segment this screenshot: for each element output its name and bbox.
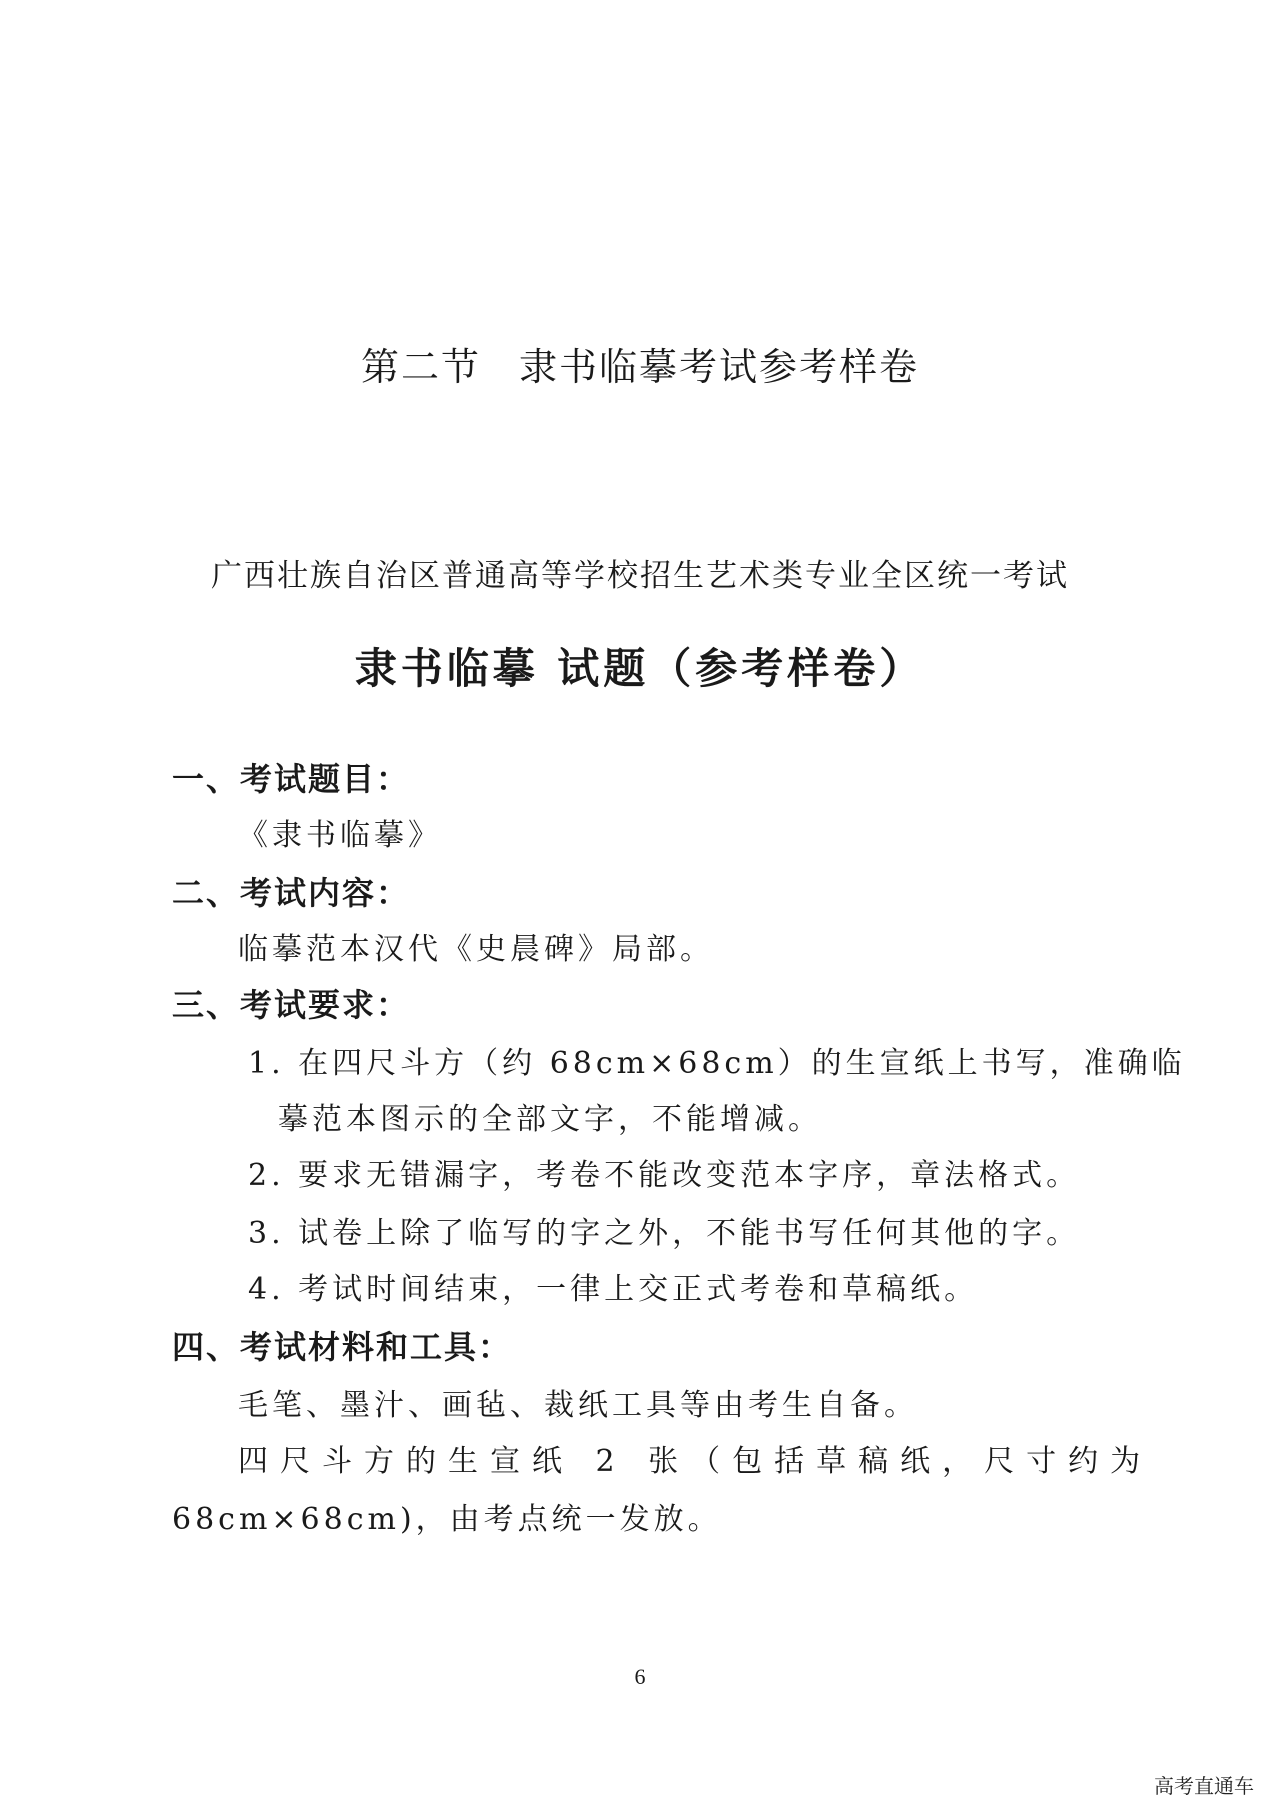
exam-content-text: 临摹范本汉代《史晨碑》局部。 bbox=[238, 932, 714, 967]
requirement-1-line-1: 1. 在四尺斗方（约 68cm×68cm）的生宣纸上书写，准确临 bbox=[248, 1046, 1186, 1081]
heading-exam-requirements: 三、考试要求： bbox=[172, 986, 411, 1024]
heading-materials-tools: 四、考试材料和工具： bbox=[172, 1328, 513, 1366]
page-number: 6 bbox=[634, 1664, 646, 1689]
watermark: 高考直通车 bbox=[1154, 1774, 1254, 1798]
exam-topic-text: 《隶书临摹》 bbox=[238, 818, 442, 853]
heading-exam-topic: 一、考试题目： bbox=[172, 760, 411, 798]
materials-line-1: 毛笔、墨汁、画毡、裁纸工具等由考生自备。 bbox=[238, 1388, 918, 1423]
section-name: 隶书临摹考试参考样卷 bbox=[519, 345, 920, 389]
requirement-2: 2. 要求无错漏字，考卷不能改变范本字序，章法格式。 bbox=[248, 1158, 1081, 1193]
materials-line-2: 四尺斗方的生宣纸 2 张（包括草稿纸，尺寸约为 bbox=[238, 1444, 1153, 1479]
requirement-3: 3. 试卷上除了临写的字之外，不能书写任何其他的字。 bbox=[248, 1216, 1081, 1251]
heading-exam-content: 二、考试内容： bbox=[172, 874, 411, 912]
requirement-1-line-2: 摹范本图示的全部文字，不能增减。 bbox=[278, 1102, 822, 1137]
section-number: 第二节 bbox=[360, 345, 481, 389]
materials-line-3: 68cm×68cm)，由考点统一发放。 bbox=[172, 1502, 722, 1537]
exam-header: 广西壮族自治区普通高等学校招生艺术类专业全区统一考试 bbox=[211, 558, 1069, 594]
exam-title: 隶书临摹 试题（参考样卷） bbox=[354, 644, 926, 693]
section-title bbox=[0, 336, 1280, 391]
requirement-4: 4. 考试时间结束，一律上交正式考卷和草稿纸。 bbox=[248, 1272, 979, 1307]
